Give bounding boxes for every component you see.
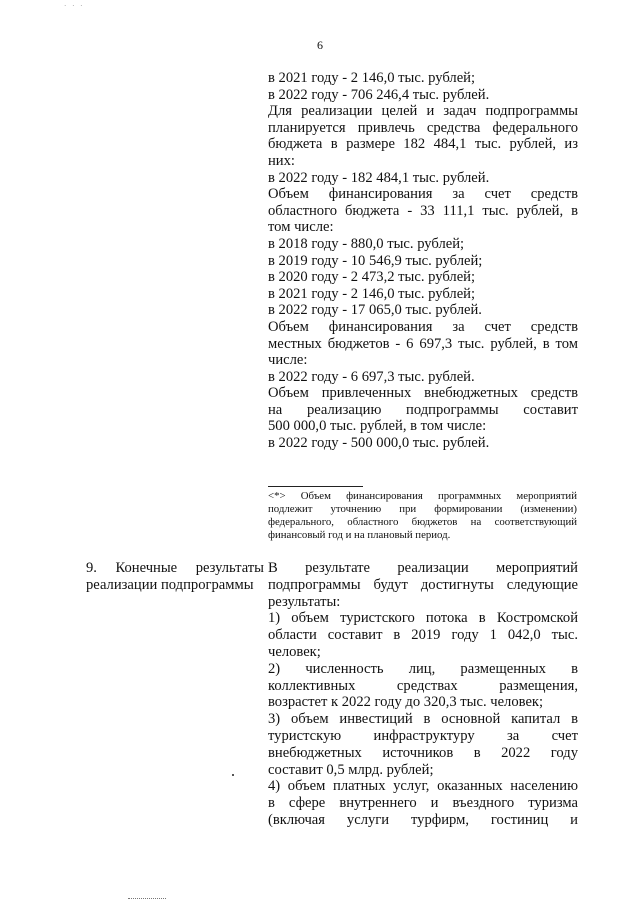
text-line: в 2020 году - 2 473,2 тыс. рублей; (268, 269, 476, 286)
text-line: областного бюджета - 33 111,1 тыс. рублей, в (268, 202, 578, 219)
text-line: бюджета в размере 182 484,1 тыс. рублей, из (268, 136, 578, 153)
text-line: том числе: (268, 219, 334, 236)
text-line: числе: (268, 352, 308, 369)
results-line: человек; (268, 643, 321, 660)
page-number: 6 (317, 38, 323, 52)
footnote (268, 490, 577, 542)
results-line: результаты: (268, 593, 341, 610)
text-line: на реализацию подпрограммы составит (268, 401, 578, 418)
text-line: в 2018 году - 880,0 тыс. рублей; (268, 235, 465, 252)
results-line: В результате реализации мероприятий (268, 560, 578, 576)
results-line: подпрограммы будут достигнуты следующие (268, 576, 578, 593)
footnote-line: финансовый год и на плановый период. (268, 529, 451, 541)
scan-bottom-mark (128, 898, 166, 899)
text-line: Объем финансирования за счет средств (268, 318, 578, 335)
results-line: в сфере внутреннего и въездного туризма (268, 795, 578, 812)
results-line: возрастет к 2022 году до 320,3 тыс. человек; (268, 694, 544, 711)
results-line: 2) численность лиц, размещенных в (268, 660, 578, 677)
text-line: в 2022 году - 17 065,0 тыс. рублей. (268, 302, 482, 319)
scan-artifact-mark: · · · (64, 2, 85, 10)
text-line: Объем финансирования за счет средств (268, 186, 578, 203)
footnote-separator (268, 486, 363, 487)
text-line: в 2021 году - 2 146,0 тыс. рублей; (268, 70, 476, 86)
text-line: 500 000,0 тыс. рублей, в том числе: (268, 418, 487, 435)
results-line: 4) объем платных услуг, оказанных населению (268, 778, 578, 795)
text-line: Объем привлеченных внебюджетных средств (268, 385, 578, 402)
scan-speck (232, 774, 234, 776)
section-label-line: 9. Конечные результаты (86, 560, 264, 576)
text-line: в 2022 году - 500 000,0 тыс. рублей. (268, 435, 490, 452)
results-line: составит 0,5 млрд. рублей; (268, 761, 434, 778)
text-line: в 2021 году - 2 146,0 тыс. рублей; (268, 285, 476, 302)
text-line: них: (268, 152, 295, 169)
financing-text-block (268, 70, 578, 452)
text-line: в 2022 году - 6 697,3 тыс. рублей. (268, 368, 475, 385)
results-line: коллективных средствах размещения, (268, 677, 578, 694)
text-line: в 2022 году - 182 484,1 тыс. рублей. (268, 169, 490, 186)
section-9-results-text (268, 560, 578, 829)
results-line: (включая услуги турфирм, гостиниц и (268, 811, 578, 828)
text-line: в 2019 году - 10 546,9 тыс. рублей; (268, 252, 483, 269)
footnote-line: подлежит уточнению при формировании (изменении) (268, 503, 577, 515)
footnote-line: федерального, областного бюджетов на соответствующий (268, 516, 577, 528)
results-line: туристскую инфраструктуру за счет (268, 727, 578, 744)
results-line: 1) объем туристского потока в Костромской (268, 610, 578, 627)
text-line: Для реализации целей и задач подпрограммы (268, 103, 578, 120)
section-label-line: реализации подпрограммы (86, 576, 254, 593)
footnote-line: <*> Объем финансирования программных мероприятий (268, 490, 577, 502)
results-line: области составит в 2019 году 1 042,0 тыс. (268, 627, 578, 644)
results-line: внебюджетных источников в 2022 году (268, 744, 578, 761)
text-line: планируется привлечь средства федерального (268, 119, 578, 136)
text-line: в 2022 году - 706 246,4 тыс. рублей. (268, 86, 490, 103)
text-line: местных бюджетов - 6 697,3 тыс. рублей, в том (268, 335, 578, 352)
section-9-label (86, 560, 264, 594)
results-line: 3) объем инвестиций в основной капитал в (268, 711, 578, 728)
